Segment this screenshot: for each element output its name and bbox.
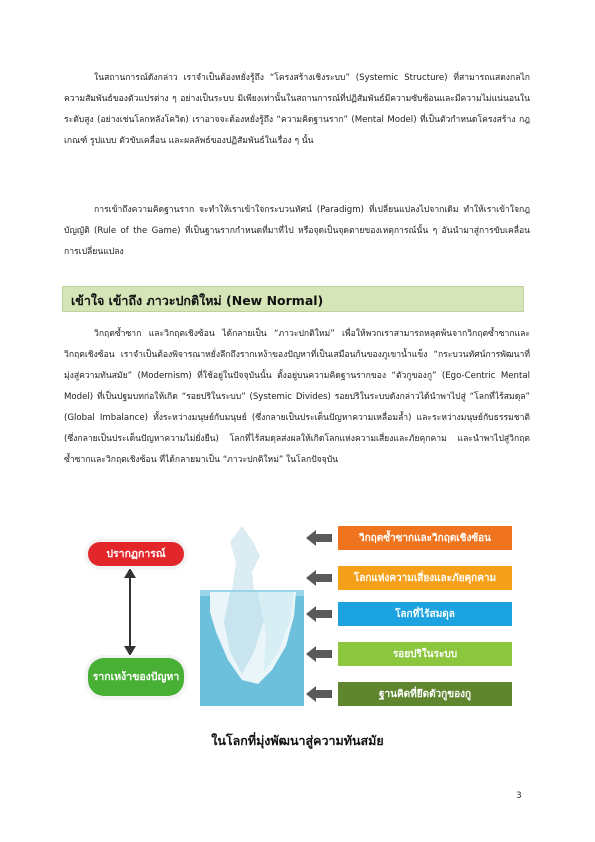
paragraph-new-normal: วิกฤตซ้ำซาก และวิกฤตเชิงซ้อน ได้กลายเป็น “ภาวะปกติใหม่” เพื่อให้พวกเราสามารถหลุดพ้นจากวิกฤตซ้ำซากและวิกฤตเชิงซ้อน เราจำเป็นต้องพิจารณาหยั่งลึกถึงรากเหง้าของปัญหาที่เป็นเสมือนก้นของภูเขาน้ำแข็ง “กระบวนทัศน์การพัฒนาที่มุ่งสู่ความทันสมัย” (Modernism) ที่ใช้อยู่ในปัจจุบันนั้น ตั้งอยู่บนความคิดฐานรากของ “ตัวกูของกู” (Ego-Centric Mental Model) ที่เป็นปฐมบทก่อให้เกิด “รอยปริในระบบ” (Systemic Divides) รอยปริในระบบดังกล่าวได้นำพาไปสู่ “โลกที่ไร้สมดุล” (Global Imbalance) ทั้งระหว่างมนุษย์กับมนุษย์ (ซึ่งกลายเป็นประเด็นปัญหาความเหลื่อมล้ำ) และระหว่างมนุษย์กับธรรมชาติ (ซึ่งกลายเป็นประเด็นปัญหาความไม่ยั่งยืน) โลกที่ไร้สมดุลส่งผลให้เกิดโลกแห่งความเสี่ยงและภัยคุกคาม และนำพาไปสู่วิกฤตซ้ำซากและวิกฤตเชิงซ้อน ที่ได้กลายมาเป็น “ภาวะปกติใหม่” ในโลกปัจจุบัน [64,329,530,465]
left-arrow-icon [306,530,332,702]
figure-caption: ในโลกที่มุ่งพัฒนาสู่ความทันสมัย [211,733,384,748]
root-cause-label: รากเหง้าของปัญหา [88,658,184,696]
stack-ego-mindset: ฐานคิดที่ยึดตัวกูของกู [338,682,512,706]
vertical-double-arrow-icon [124,568,136,656]
stack-crisis: วิกฤตซ้ำซากและวิกฤตเชิงซ้อน [338,526,512,550]
page-number: 3 [516,791,522,801]
paragraph-systemic-structure: ในสถานการณ์ดังกล่าว เราจำเป็นต้องหยั่งรู้ถึง “โครงสร้างเชิงระบบ” (Systemic Structure) ที่สามารถแสดงกลไกความสัมพันธ์ของตัวแปรต่าง ๆ อย่างเป็นระบบ มิเพียงเท่านั้นในสถานการณ์ที่ปฏิสัมพันธ์มีความซับซ้อนและมีความไม่แน่นอนในระดับสูง (อย่างเช่นโลกหลังโควิด) เราอาจจะต้องหยั่งรู้ถึง “ความคิดฐานราก” (Mental Model) ที่เป็นตัวกำหนดโครงสร้าง กฎเกณฑ์ รูปแบบ ตัวขับเคลื่อน และผลลัพธ์ของปฏิสัมพันธ์ในเรื่อง ๆ นั้น [64,73,530,146]
stack-systemic-divides: รอยปริในระบบ [338,642,512,666]
phenomenon-label: ปรากฏการณ์ [88,542,184,566]
iceberg-figure [82,512,512,712]
section-title: เข้าใจ เข้าถึง ภาวะปกติใหม่ (New Normal) [71,293,324,308]
iceberg-illustration [200,522,304,706]
paragraph-paradigm: การเข้าถึงความคิดฐานราก จะทำให้เราเข้าใจกระบวนทัศน์ (Paradigm) ที่เปลี่ยนแปลงไปจากเดิม ทำให้เราเข้าใจกฎบัญญัติ (Rule of the Game) ที่เป็นฐานรากกำหนดที่มาที่ไป หรือจุดเป็นจุดตายของเหตุการณ์นั้น ๆ อันนำมาสู่การขับเคลื่อนการเปลี่ยนแปลง [64,205,530,257]
section-heading-bar [62,286,524,312]
stack-risk-world: โลกแห่งความเสี่ยงและภัยคุกคาม [338,566,512,590]
stack-imbalance: โลกที่ไร้สมดุล [338,602,512,626]
